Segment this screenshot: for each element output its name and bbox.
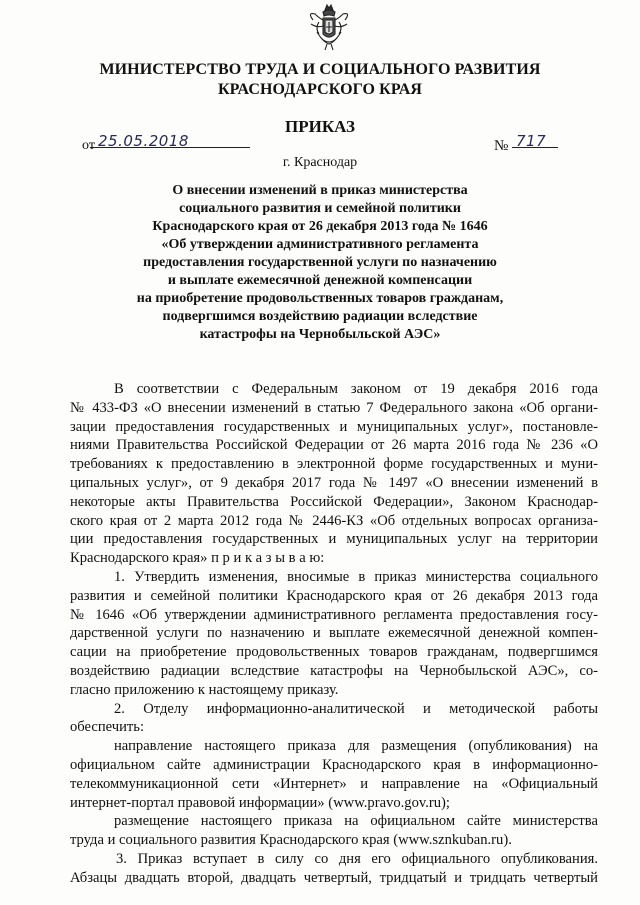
subject-line: социального развития и семейной политики (179, 201, 461, 216)
body-line: ципальных услуг», от 9 декабря 2017 года № 1497 «О внесении изменений в (70, 474, 598, 491)
date-underline (90, 147, 250, 148)
item1-line: дарственной услуги по назначению и выплате ежемесячной денежной компен- (70, 625, 598, 642)
city: г. Краснодар (282, 155, 358, 170)
subject-line: на приобретение продовольственных товаров гражданам, (136, 291, 504, 306)
body-line: некоторые акты Правительства Российской Федерации», Законом Краснодар- (70, 493, 598, 510)
ministry-name-line2: КРАСНОДАРСКОГО КРАЯ (217, 81, 423, 98)
item1-line: развития и семейной политики Краснодарского края от 26 декабря 2013 года (70, 587, 598, 604)
item2-sub1-line: направление настоящего приказа для размещения (опубликования) на (114, 738, 598, 755)
body-line: требованиях к предоставлению в электронной форме государственных и муни- (70, 456, 598, 473)
item1-line: № 1646 «Об утверждении административного регламента предоставления госу- (70, 606, 598, 623)
item1-line: 1. Утвердить изменения, вносимые в приказ министерства социального (114, 568, 598, 585)
body-line: ции предоставления государственных и муниципальных услуг на территории (70, 531, 598, 548)
order-body (70, 380, 598, 888)
subject-line: подвергшимся воздействию радиации вследствие (162, 309, 478, 324)
body-line: ского края от 2 марта 2012 года № 2446-КЗ «Об отдельных вопросах организа- (70, 512, 598, 529)
body-line: № 433-ФЗ «О внесении изменений в статью 7 Федерального закона «Об органи- (70, 399, 598, 416)
body-line: ниями Правительства Российской Федерации от 26 марта 2016 года № 236 «О (70, 437, 598, 454)
ministry-name-line1: МИНИСТЕРСТВО ТРУДА И СОЦИАЛЬНОГО РАЗВИТИЯ (99, 61, 541, 78)
subject-line: предоставления государственной услуги по назначению (143, 255, 497, 270)
item1-line: сации на приобретение продовольственных товаров гражданам, подвергшимся (70, 644, 598, 661)
item2-sub1-line: телекоммуникационной сети «Интернет» и направление на «Официальный (70, 775, 598, 792)
subject-line: и выплате ежемесячной денежной компенсации (167, 273, 473, 288)
item2-sub2-line: труда и социального развития Краснодарского края (www.sznkuban.ru). (70, 832, 512, 849)
subject-line: катастрофы на Чернобыльской АЭС» (199, 327, 441, 342)
body-line: Краснодарского края» п р и к а з ы в а ю: (70, 550, 325, 567)
body-line: В соответствии с Федеральным законом от 19 декабря 2016 года (114, 381, 598, 397)
date-prefix: от (82, 138, 95, 153)
handwritten-number: 717 (516, 132, 547, 150)
number-underline (512, 147, 558, 148)
order-subject (0, 182, 640, 344)
item2-sub1-line: официальном сайте администрации Краснодарского края в информационно- (70, 756, 598, 773)
item2-line: 2. Отделу информационно-аналитической и методической работы (114, 700, 598, 717)
item3-line: Абзацы двадцать второй, двадцать четвертый, тридцатый и тридцать четвертый (70, 869, 598, 886)
order-title: ПРИКАЗ (285, 117, 355, 136)
item3-line: 3. Приказ вступает в силу со дня его официального опубликования. (116, 850, 598, 867)
subject-line: О внесении изменений в приказ министерства (172, 183, 468, 198)
body-line: зации предоставления государственных и муниципальных услуг», постановле- (70, 418, 598, 435)
item2-sub1-line: интернет-портал правовой информации» (www.pravo.gov.ru); (70, 794, 450, 811)
coat-of-arms-icon (303, 2, 355, 54)
item1-line: гласно приложению к настоящему приказу. (70, 681, 339, 698)
number-prefix: № (494, 138, 509, 154)
item2-line: обеспечить: (70, 719, 145, 736)
item2-sub2-line: размещение настоящего приказа на официальном сайте министерства (114, 813, 598, 830)
item1-line: воздействию радиации вследствие катастрофы на Чернобыльской АЭС», со- (70, 662, 598, 679)
handwritten-date: 25.05.2018 (98, 132, 189, 150)
subject-line: Краснодарского края от 26 декабря 2013 года № 1646 (152, 219, 488, 234)
subject-line: «Об утверждении административного регламента (161, 237, 479, 252)
